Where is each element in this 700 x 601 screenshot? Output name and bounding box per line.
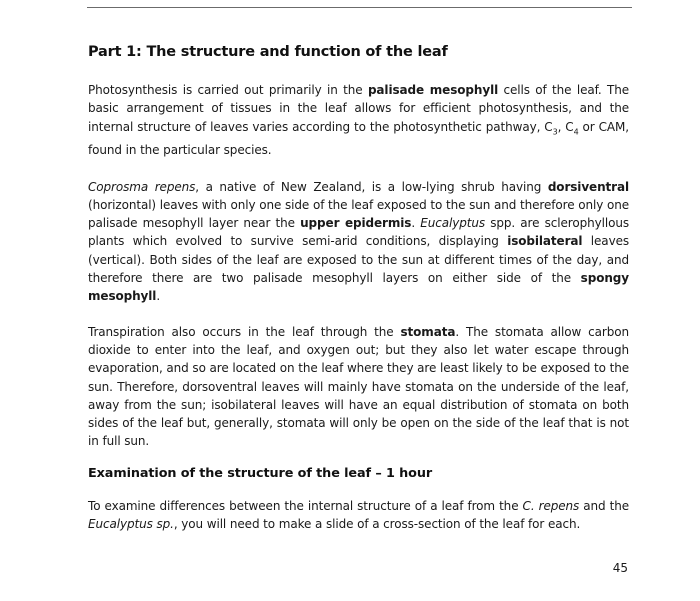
text: , a native of New Zealand, is a low-lying shrub having (195, 179, 548, 194)
text: . (411, 216, 421, 231)
top-rule (87, 7, 632, 8)
species-eucalyptus-sp: Eucalyptus sp. (88, 517, 174, 532)
term-stomata: stomata (400, 324, 456, 339)
text: Transpiration also occurs in the leaf through the (88, 324, 401, 339)
text: spp. are sclerophyllous plants which evolved to survive semi-arid conditions, displaying (88, 216, 629, 249)
term-palisade-mesophyll: palisade mesophyll (367, 83, 499, 97)
species-coprosma: Coprosma repens (88, 179, 196, 194)
term-isobilateral: isobilateral (507, 234, 583, 249)
text: . The stomata allow carbon dioxide to enter into the leaf, and oxygen out; but they also let water escape through evaporation, and so are located on the leaf where they are least likely to be exposed to the sun. Therefore, dorsoventral leaves will mainly have stomata on the underside of the leaf, away from the sun; isobilateral leaves will have an equal distribution of stomata on both sides of the leaf but, generally, stomata will only be open on the side of the leaf that is not in full sun. (88, 324, 629, 449)
text: To examine differences between the internal structure of a leaf from the (88, 498, 523, 513)
text: cells of the leaf. The basic arrangement of tissues in the leaf allows for efficient photosynthesis, and the internal structure of leaves varies according to the photosynthetic pathway, C (88, 83, 629, 134)
text: leaves (vertical). Both sides of the leaf are exposed to the sun at different times of the day, and therefore there are two palisade mesophyll layers on either side of the (88, 234, 629, 286)
paragraph-photosynthesis (88, 81, 629, 160)
term-spongy-mesophyll: spongy mesophyll (88, 271, 629, 304)
text: , C (557, 119, 574, 134)
paragraph-transpiration (88, 323, 629, 451)
subscript: 4 (573, 126, 579, 136)
subscript: 3 (552, 126, 558, 136)
text: (horizontal) leaves with only one side of the leaf exposed to the sun and therefore only one palisade mesophyll layer near the (88, 197, 629, 231)
text: . (156, 289, 161, 304)
text: and the (579, 498, 629, 513)
paragraph-examination (88, 497, 629, 534)
paragraph-leaf-types (88, 178, 629, 306)
term-upper-epidermis: upper epidermis (300, 216, 412, 231)
document-page (88, 44, 629, 533)
subheading: Examination of the structure of the leaf – 1 hour (88, 465, 433, 481)
section-title: Part 1: The structure and function of the leaf (88, 44, 448, 60)
species-eucalyptus: Eucalyptus (420, 216, 485, 231)
text: or CAM, found in the particular species. (88, 119, 629, 158)
text: , you will need to make a slide of a cross-section of the leaf for each. (173, 517, 581, 532)
text: Photosynthesis is carried out primarily in the (88, 83, 368, 97)
species-c-repens: C. repens (522, 498, 580, 513)
term-dorsiventral: dorsiventral (547, 179, 629, 194)
page-number: 45 (612, 561, 628, 575)
